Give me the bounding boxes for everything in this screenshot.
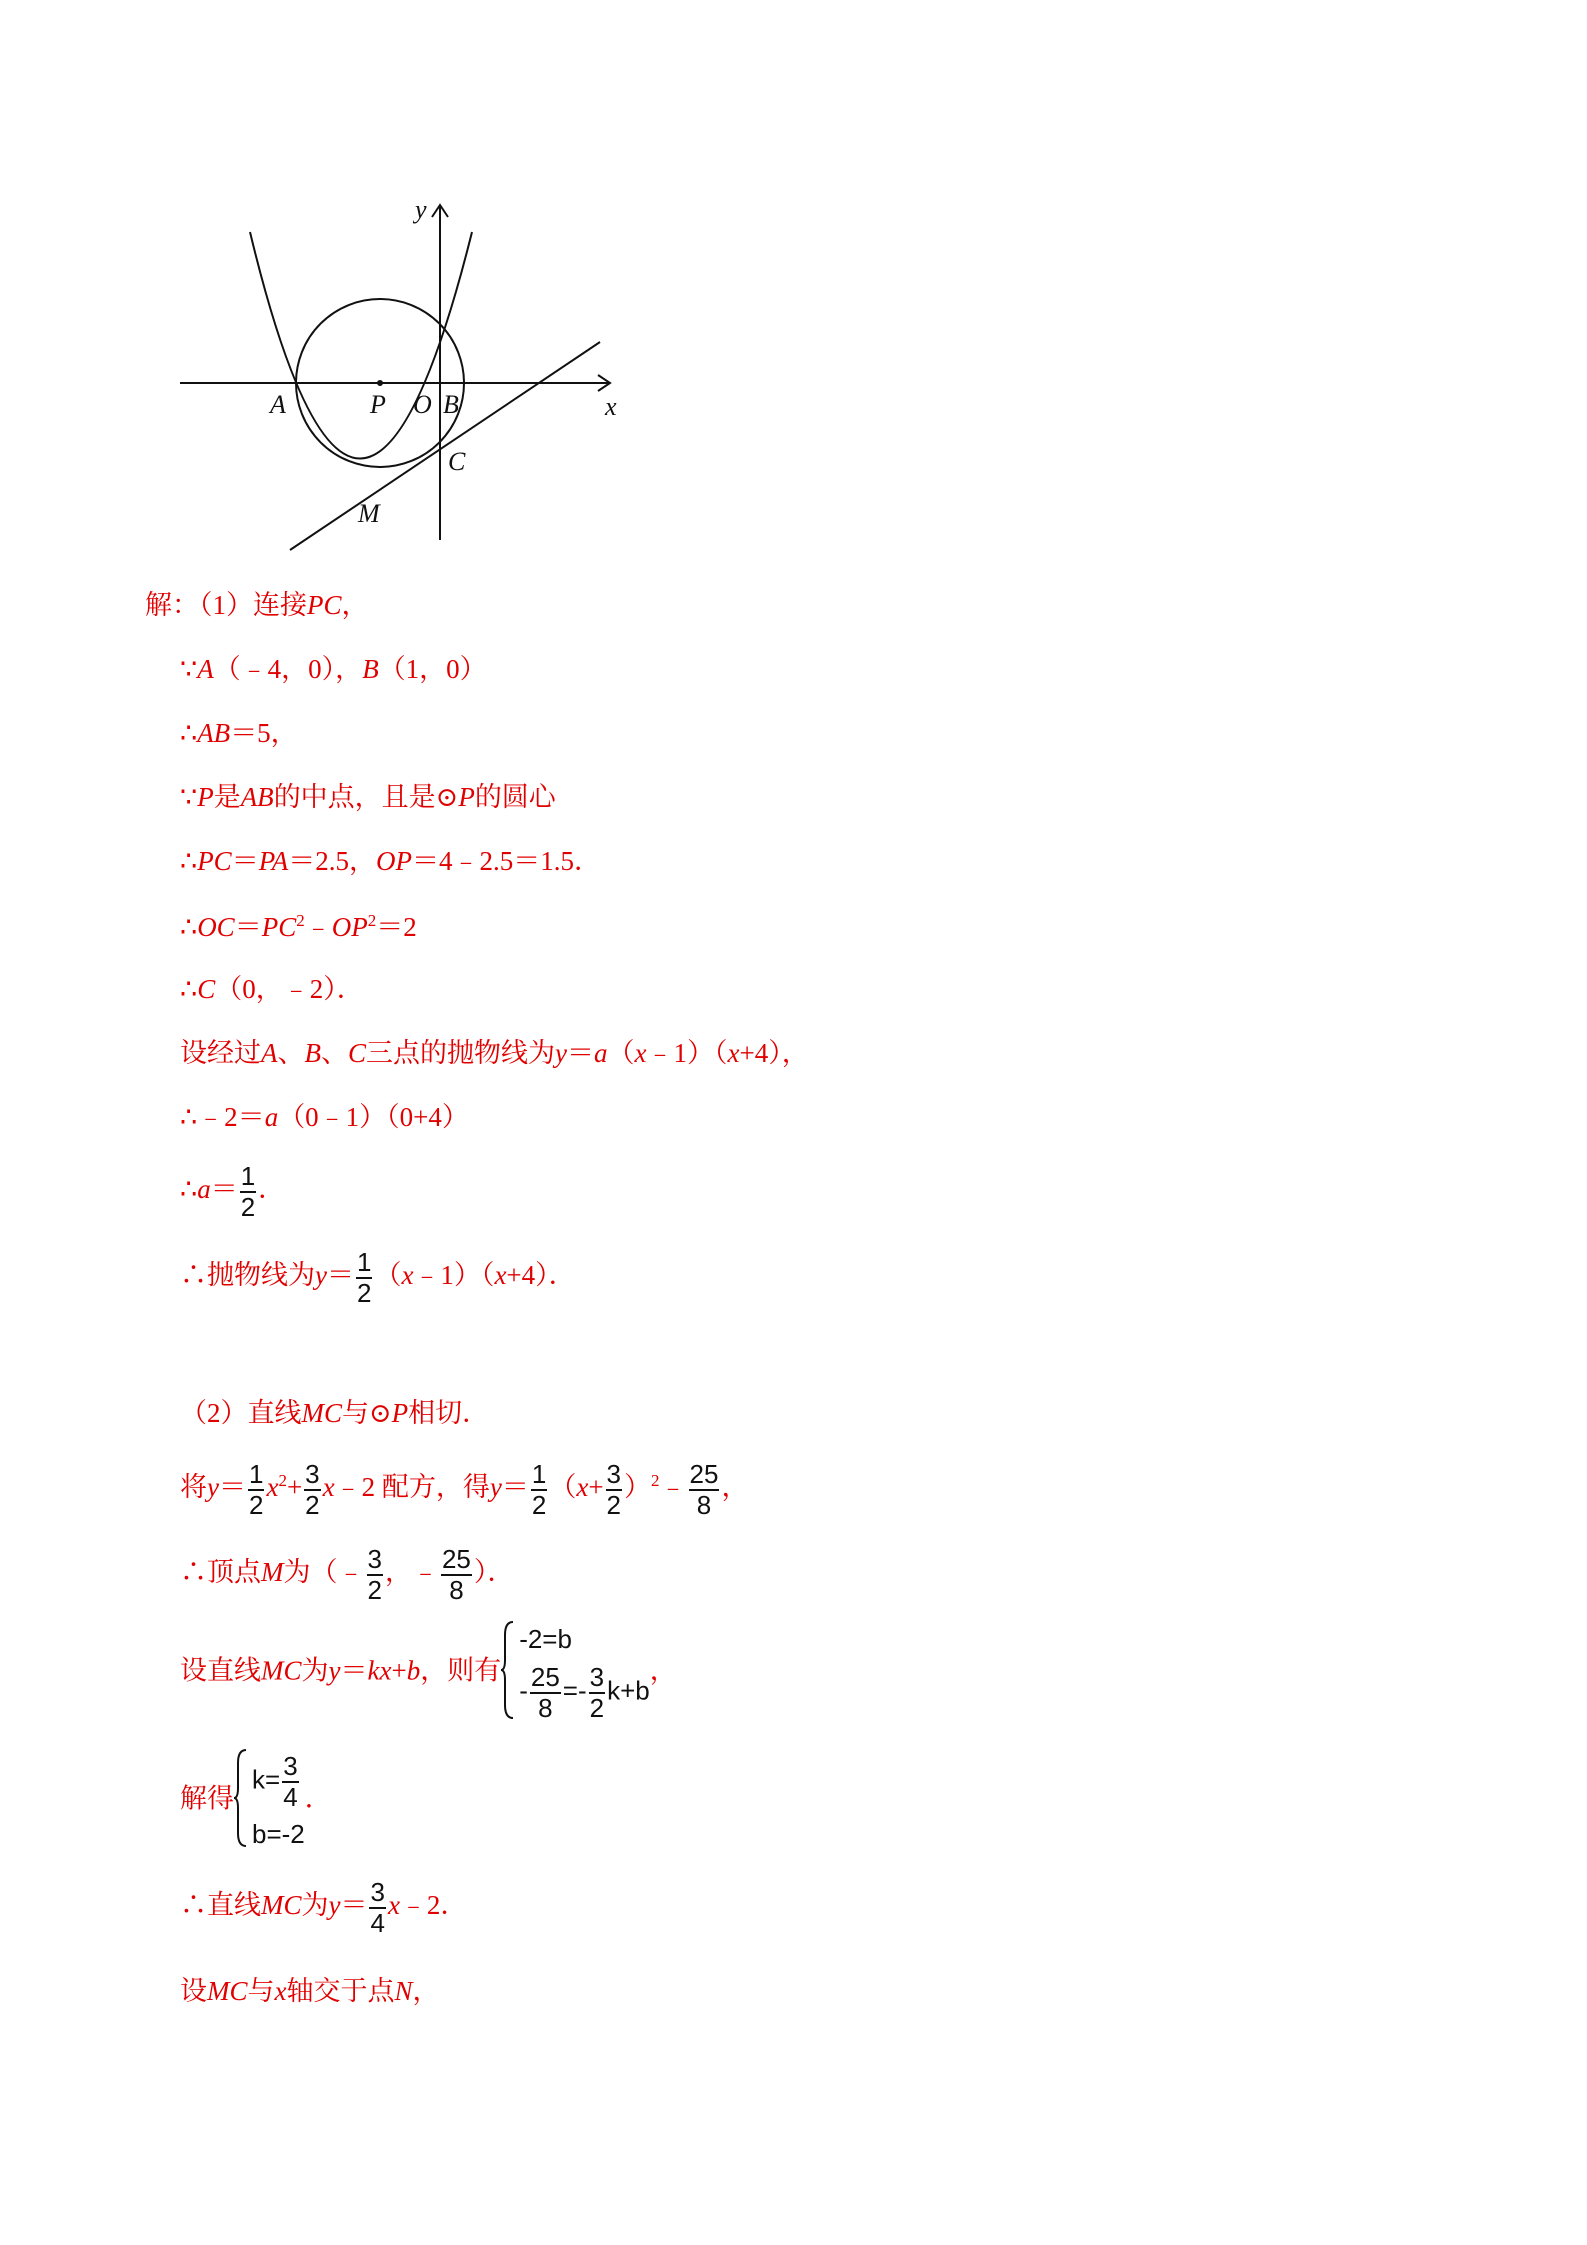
text: +4）． <box>506 1259 576 1290</box>
text: 为 <box>301 1889 329 1920</box>
parabola <box>250 232 472 459</box>
var: x <box>274 1976 287 2006</box>
var: y <box>489 1471 502 1502</box>
var: A <box>197 654 214 684</box>
text: （0，﹣2）． <box>215 974 364 1004</box>
text: ＝ <box>326 1259 354 1290</box>
text: ＝ <box>567 1038 594 1068</box>
var: y <box>328 1889 341 1920</box>
line-14 <box>180 1545 514 1604</box>
text: ， <box>649 1655 677 1686</box>
var: x <box>322 1471 335 1502</box>
text: （ <box>607 1038 635 1068</box>
numerator: 1 <box>248 1459 264 1489</box>
label-y: y <box>415 200 427 224</box>
text: ， <box>341 590 369 620</box>
denominator: 2 <box>305 1489 320 1520</box>
text: 相切． <box>408 1398 490 1428</box>
equation-system <box>501 1620 650 1726</box>
denominator: 8 <box>696 1489 712 1520</box>
numerator: 3 <box>305 1459 320 1489</box>
var: y <box>555 1038 567 1068</box>
text: ∴顶点 <box>180 1556 261 1587</box>
exponent: 2 <box>296 911 305 930</box>
fraction <box>531 1460 547 1519</box>
text: 、 <box>277 1038 305 1068</box>
line-8 <box>180 1040 809 1067</box>
text: ∵ <box>180 654 198 684</box>
text: k+b <box>607 1675 650 1706</box>
text: 将 <box>180 1471 207 1502</box>
text: ＝ <box>231 846 259 876</box>
text: （0﹣1）（0+4） <box>278 1102 469 1132</box>
label-p: P <box>370 390 386 419</box>
text: +4）， <box>739 1038 809 1068</box>
denominator: 8 <box>449 1574 464 1605</box>
var: MC <box>301 1398 342 1428</box>
brace-icon <box>501 1620 515 1720</box>
var: x <box>494 1259 507 1290</box>
numerator: 25 <box>689 1459 719 1489</box>
fraction <box>369 1878 385 1937</box>
var: AB <box>240 782 274 812</box>
text: ）． <box>473 1556 515 1587</box>
numerator: 1 <box>531 1459 547 1489</box>
var: PC <box>307 590 342 620</box>
text: （2）直线 <box>180 1398 302 1428</box>
line-2 <box>180 656 487 683</box>
text: 与⊙ <box>342 1398 392 1428</box>
exponent: 2 <box>651 1470 660 1490</box>
var: MC <box>261 1889 302 1920</box>
var: C <box>197 974 216 1004</box>
center-point-p <box>377 380 383 386</box>
line-4 <box>180 784 556 811</box>
text: =- <box>562 1675 587 1706</box>
text: ＝5， <box>230 718 298 748</box>
text: ＝ <box>210 1173 238 1204</box>
text: ＝2.5， <box>288 846 376 876</box>
text: （1，0） <box>378 654 487 684</box>
var: N <box>394 1976 413 2006</box>
line-15 <box>180 1620 677 1726</box>
text: 是 <box>213 782 241 812</box>
var: P <box>458 782 475 812</box>
fraction <box>304 1460 320 1519</box>
system-row-1: -2=b <box>519 1624 572 1654</box>
var: P <box>197 782 214 812</box>
fraction <box>589 1663 605 1722</box>
text: ＝ <box>501 1471 529 1502</box>
fraction <box>282 1752 298 1811</box>
text: ， <box>412 1976 440 2006</box>
line-13 <box>180 1460 748 1519</box>
line-10 <box>180 1162 285 1221</box>
var: PC <box>261 912 297 942</box>
var: MC <box>207 1976 248 2006</box>
text: ∴ <box>180 718 198 748</box>
denominator: 2 <box>367 1574 382 1605</box>
var: y <box>207 1471 219 1502</box>
text: ） <box>624 1471 652 1502</box>
var: kx <box>367 1655 392 1686</box>
text: ∵ <box>180 782 198 812</box>
text: ∴抛物线为 <box>180 1259 315 1290</box>
var: a <box>594 1038 608 1068</box>
text: + <box>286 1471 303 1502</box>
line-5 <box>180 848 601 875</box>
numerator: 3 <box>370 1877 385 1907</box>
numerator: 1 <box>240 1161 256 1191</box>
text: ﹣ <box>304 912 332 942</box>
var: x <box>401 1259 414 1290</box>
text: k= <box>252 1764 281 1795</box>
fraction <box>248 1460 264 1519</box>
var: b <box>406 1655 421 1686</box>
denominator: 4 <box>370 1907 385 1938</box>
var: x <box>634 1038 647 1068</box>
exponent: 2 <box>278 1470 287 1490</box>
text: 轴交于点 <box>286 1976 395 2006</box>
text: - <box>519 1675 528 1706</box>
text: 为（﹣ <box>283 1556 365 1587</box>
system-row-2 <box>519 1659 650 1726</box>
text: 的中点，且是⊙ <box>273 782 459 812</box>
exponent: 2 <box>367 911 377 930</box>
fraction <box>606 1460 622 1519</box>
text: ∴ <box>180 1173 198 1204</box>
text: ． <box>258 1173 286 1204</box>
var: M <box>261 1556 284 1587</box>
brace-icon <box>234 1748 248 1848</box>
numerator: 3 <box>589 1662 605 1693</box>
denominator: 4 <box>283 1781 298 1812</box>
var: MC <box>261 1655 302 1686</box>
label-x: x <box>605 392 617 421</box>
text: 为 <box>301 1655 329 1686</box>
text: 、 <box>321 1038 348 1068</box>
text: ＝ <box>340 1889 368 1920</box>
equation-system <box>234 1748 305 1854</box>
label-o: O <box>413 390 432 419</box>
fraction <box>530 1663 561 1722</box>
var: B <box>362 654 379 684</box>
line-1 <box>145 592 369 619</box>
text: ∴ <box>180 974 198 1004</box>
var: PC <box>197 846 232 876</box>
var: a <box>197 1173 211 1204</box>
numerator: 3 <box>283 1751 298 1781</box>
denominator: 2 <box>248 1489 264 1520</box>
text: （ <box>374 1259 402 1290</box>
text: 设经过 <box>180 1038 261 1068</box>
line-6 <box>180 912 417 941</box>
var: x <box>727 1038 740 1068</box>
text: ∴直线 <box>180 1889 261 1920</box>
text: ∴ <box>180 846 198 876</box>
var: P <box>391 1398 409 1428</box>
var: C <box>348 1038 367 1068</box>
line-12 <box>180 1400 489 1427</box>
text: 解得 <box>180 1783 234 1814</box>
text: ∴﹣2＝ <box>180 1102 265 1132</box>
line-9 <box>180 1104 469 1131</box>
var: x <box>387 1889 400 1920</box>
line-3 <box>180 720 298 747</box>
denominator: 2 <box>606 1489 622 1520</box>
text: 解：（1）连接 <box>145 590 307 620</box>
line-11 <box>180 1248 576 1307</box>
numerator: 3 <box>606 1459 622 1489</box>
var: y <box>315 1259 327 1290</box>
text: + <box>588 1471 604 1502</box>
numerator: 3 <box>367 1544 382 1574</box>
var: B <box>304 1038 321 1068</box>
text: 的圆心 <box>474 782 556 812</box>
text: ﹣1）（ <box>413 1259 495 1290</box>
text: ， <box>721 1471 749 1502</box>
numerator: 1 <box>356 1247 372 1277</box>
denominator: 2 <box>240 1191 256 1222</box>
geometry-figure <box>170 200 630 560</box>
label-a: A <box>270 390 286 419</box>
text: ﹣2 配方，得 <box>334 1471 490 1502</box>
line-16 <box>180 1748 332 1854</box>
text: ＝ <box>340 1655 368 1686</box>
var: AB <box>197 718 231 748</box>
text: ＝2 <box>376 912 417 942</box>
fraction <box>689 1460 720 1519</box>
text: ＝ <box>218 1471 246 1502</box>
text: （﹣4，0）， <box>213 654 363 684</box>
line-18 <box>180 1978 440 2005</box>
text: （ <box>549 1471 577 1502</box>
numerator: 25 <box>530 1662 560 1693</box>
var: OP <box>331 912 368 942</box>
text: ＝4﹣2.5＝1.5． <box>411 846 601 876</box>
fraction <box>356 1248 372 1307</box>
text: ． <box>304 1783 332 1814</box>
var: OC <box>197 912 235 942</box>
denominator: 8 <box>538 1692 553 1723</box>
label-c: C <box>448 447 466 476</box>
system-row-2: b=-2 <box>252 1819 305 1850</box>
text: 设 <box>180 1976 207 2006</box>
var: x <box>576 1471 589 1502</box>
fraction <box>441 1545 472 1604</box>
text: ，则有 <box>420 1655 502 1686</box>
text: + <box>391 1655 407 1686</box>
var: A <box>261 1038 278 1068</box>
tangent-line-mc <box>290 342 600 550</box>
line-7 <box>180 976 364 1003</box>
system-row-1 <box>252 1748 305 1815</box>
var: a <box>264 1102 279 1132</box>
var: y <box>328 1655 341 1686</box>
label-m: M <box>358 499 380 528</box>
text: ＝ <box>234 912 262 942</box>
text: 设直线 <box>180 1655 261 1686</box>
label-b: B <box>443 390 459 419</box>
denominator: 2 <box>356 1277 372 1308</box>
denominator: 2 <box>589 1692 605 1723</box>
fraction <box>240 1162 256 1221</box>
text: ∴ <box>180 912 198 942</box>
text: ﹣1）（ <box>646 1038 728 1068</box>
line-17 <box>180 1878 467 1937</box>
text: 三点的抛物线为 <box>366 1038 556 1068</box>
denominator: 2 <box>531 1489 547 1520</box>
var: x <box>266 1471 279 1502</box>
text: ﹣2． <box>399 1889 468 1920</box>
fraction <box>367 1545 383 1604</box>
numerator: 25 <box>441 1544 471 1574</box>
var: OP <box>375 846 412 876</box>
text: 与 <box>247 1976 275 2006</box>
text: ，﹣ <box>384 1556 439 1587</box>
text: ﹣ <box>659 1471 687 1502</box>
var: PA <box>258 846 289 876</box>
